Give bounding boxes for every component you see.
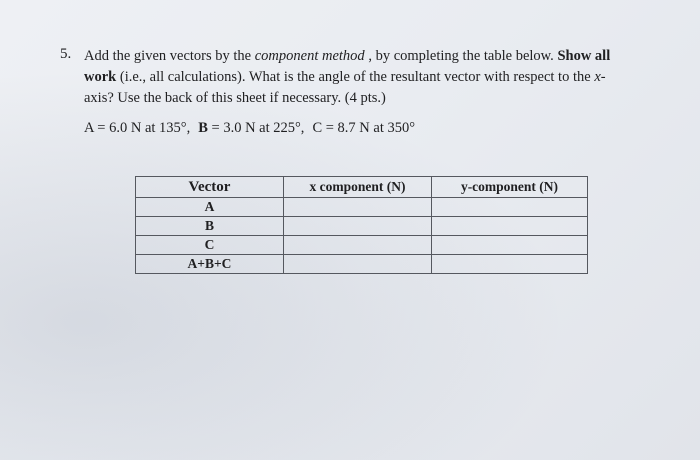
header-x-component: x component (N) xyxy=(284,177,432,198)
row-vector-a: A xyxy=(136,198,284,217)
question-text-part-1: Add the given vectors by the xyxy=(84,48,255,64)
vector-b-given: = 3.0 N at 225°, xyxy=(207,120,305,136)
row-vector-sum: A+B+C xyxy=(136,255,284,274)
cell-b-x xyxy=(284,217,432,236)
vector-b-label: B xyxy=(198,120,208,136)
question-text-show-all-work: Show all work xyxy=(84,48,611,85)
cell-c-x xyxy=(284,236,432,255)
header-y-component: y-component (N) xyxy=(432,177,588,198)
vector-c-given: C = 8.7 N at 350° xyxy=(312,120,416,136)
cell-a-x xyxy=(284,198,432,217)
question-text-part-3: , by completing the table below. xyxy=(364,48,558,64)
row-vector-b: B xyxy=(136,217,284,236)
cell-sum-y xyxy=(432,255,588,274)
table-header-row xyxy=(136,177,588,198)
question-text xyxy=(84,46,624,109)
cell-sum-x xyxy=(284,255,432,274)
question-text-component-method: component method xyxy=(254,48,365,64)
given-vectors xyxy=(84,120,415,137)
question-text-part-7: axis? Use the back of this sheet if necessary. (4 pts.) xyxy=(84,90,386,106)
table-row xyxy=(136,198,588,217)
cell-a-y xyxy=(432,198,588,217)
cell-b-y xyxy=(432,217,588,236)
vector-a-given: A = 6.0 N at 135°, xyxy=(84,120,191,136)
table-row xyxy=(136,236,588,255)
question-text-x-axis: x- xyxy=(594,69,606,85)
cell-c-y xyxy=(432,236,588,255)
table-row xyxy=(136,255,588,274)
table-row xyxy=(136,217,588,236)
row-vector-c: C xyxy=(136,236,284,255)
header-vector: Vector xyxy=(136,177,284,198)
vector-component-table xyxy=(135,176,588,274)
question-text-part-5: (i.e., all calculations). What is the angle of the resultant vector with respect to the xyxy=(116,69,595,85)
question-number: 5. xyxy=(60,46,72,62)
